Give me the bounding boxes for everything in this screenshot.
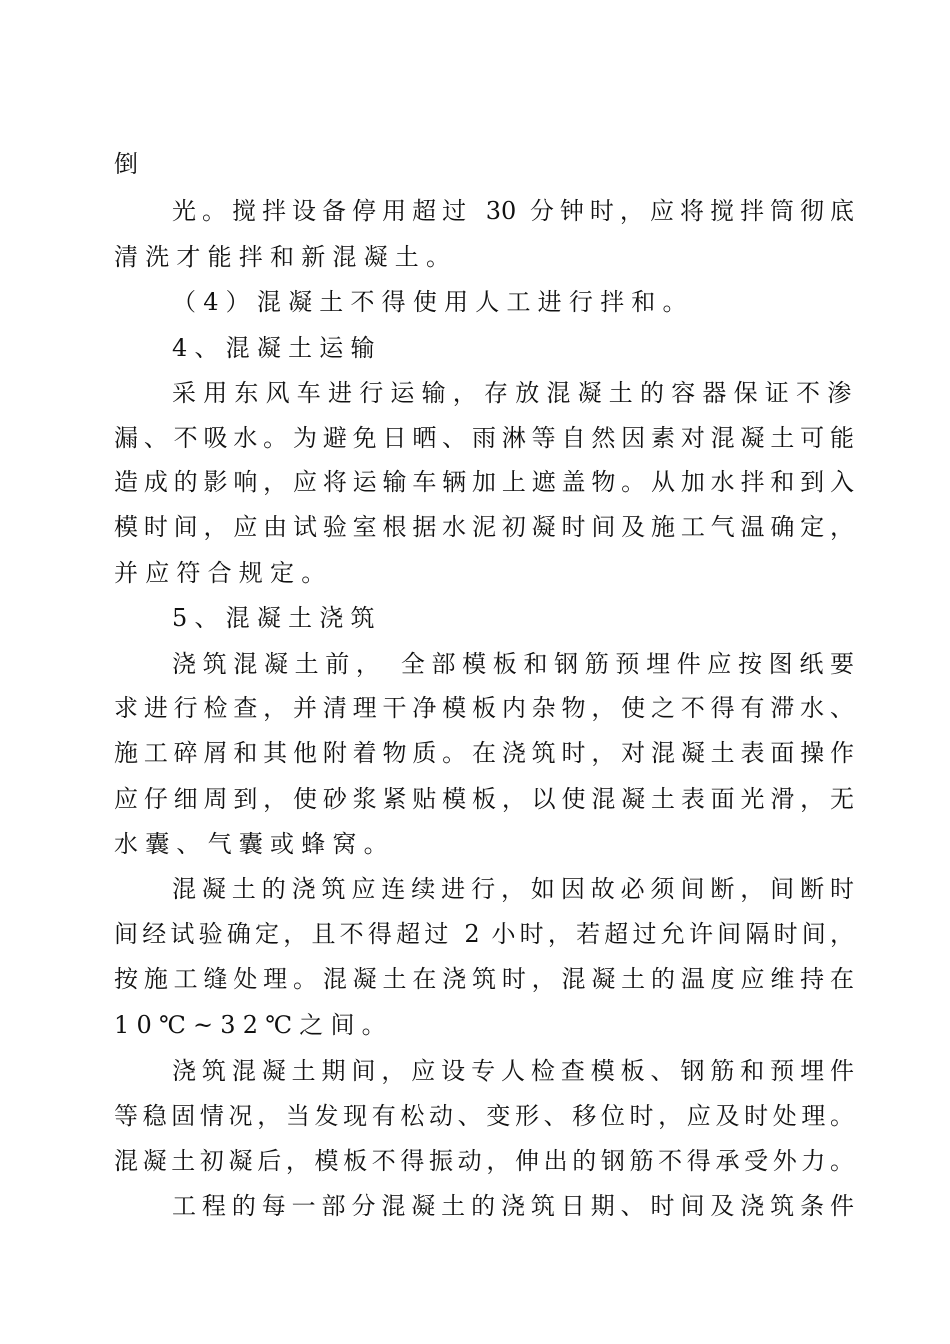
text-line: 并应符合规定。: [114, 559, 333, 587]
text-line: 漏、不吸水。为避免日晒、雨淋等自然因素对混凝土可能: [114, 424, 854, 452]
text-line: 浇筑混凝土期间，应设专人检查模板、钢筋和预埋件: [172, 1057, 854, 1085]
text-line: 施工碎屑和其他附着物质。在浇筑时，对混凝土表面操作: [114, 739, 854, 767]
text-line: 工程的每一部分混凝土的浇筑日期、时间及浇筑条件: [172, 1192, 854, 1220]
text-line: 10℃~32℃之间。: [114, 1011, 393, 1039]
text-line: 间经试验确定，且不得超过 2 小时，若超过允许间隔时间，: [114, 920, 854, 948]
text-line: 光。搅拌设备停用超过 30 分钟时，应将搅拌筒彻底: [172, 197, 854, 225]
text-line: 等稳固情况，当发现有松动、变形、移位时，应及时处理。: [114, 1102, 854, 1130]
text-line: 模时间，应由试验室根据水泥初凝时间及施工气温确定，: [114, 513, 854, 541]
text-line: 采用东风车进行运输，存放混凝土的容器保证不渗: [172, 379, 859, 407]
text-line: 浇筑混凝土前， 全部模板和钢筋预埋件应按图纸要: [172, 650, 854, 678]
text-line: 造成的影响，应将运输车辆加上遮盖物。从加水拌和到入: [114, 468, 854, 496]
text-line: 倒: [114, 150, 146, 178]
text-line: 混凝土初凝后，模板不得振动，伸出的钢筋不得承受外力。: [114, 1147, 854, 1175]
section-heading: 5、混凝土浇筑: [172, 604, 382, 632]
text-line: 按施工缝处理。混凝土在浇筑时，混凝土的温度应维持在: [114, 965, 854, 993]
text-line: （4）混凝土不得使用人工进行拌和。: [172, 288, 694, 316]
text-line: 求进行检查，并清理干净模板内杂物，使之不得有滞水、: [114, 694, 854, 722]
text-line: 混凝土的浇筑应连续进行，如因故必须间断，间断时: [172, 875, 854, 903]
text-line: 水囊、气囊或蜂窝。: [114, 830, 395, 858]
text-line: 应仔细周到，使砂浆紧贴模板，以使混凝土表面光滑，无: [114, 785, 854, 813]
section-heading: 4、混凝土运输: [172, 334, 382, 362]
text-line: 清洗才能拌和新混凝土。: [114, 243, 458, 271]
